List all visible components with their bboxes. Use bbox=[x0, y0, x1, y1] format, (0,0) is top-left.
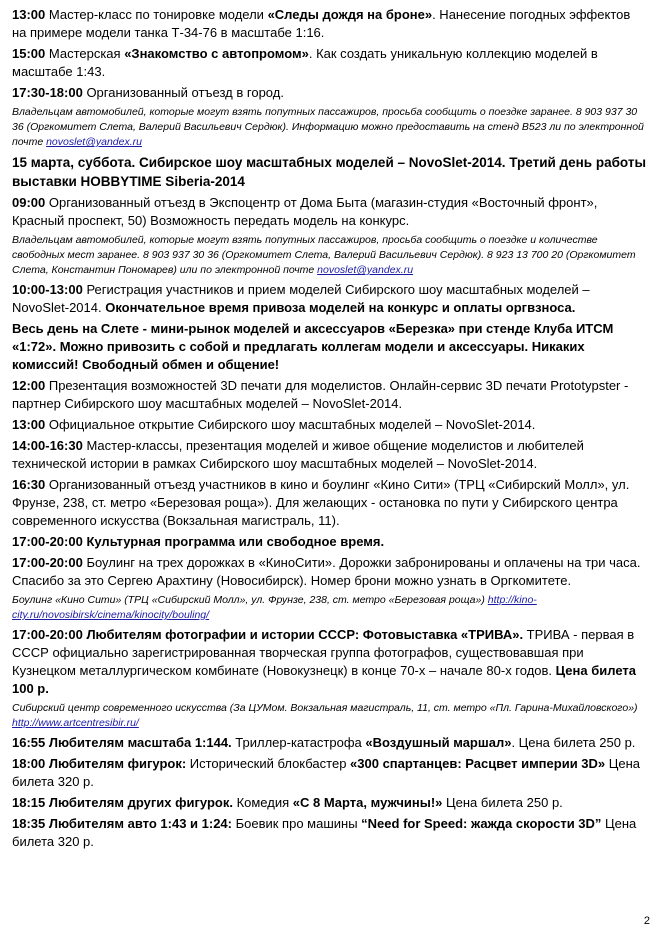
note-art-center bbox=[12, 701, 648, 731]
text: Комедия bbox=[232, 795, 293, 810]
text: Боулинг «Кино Сити» (ТРЦ «Сибирский Молл», ул. Фрунзе, 238, ст. метро «Березовая роща») bbox=[12, 594, 488, 606]
link[interactable]: novoslet@yandex.ru bbox=[46, 136, 142, 148]
bold-text: 09:00 bbox=[12, 195, 46, 210]
text: Владельцам автомобилей, которые могут взять попутных пассажиров, просьба сообщить о поездке заранее. 8 903 937 30 36 (Оргкомитет Слета, Валерий Васильевич Сердюк). Информацию можно предоставить на стенд В523 ли по электронной почте bbox=[12, 106, 644, 148]
bold-text: Цена билета 100 р. bbox=[12, 663, 636, 696]
bold-text: 18:35 Любителям авто 1:43 и 1:24: bbox=[12, 816, 232, 831]
bold-text: 14:00-16:30 bbox=[12, 438, 83, 453]
bold-text: 16:55 Любителям масштаба 1:144. bbox=[12, 735, 232, 750]
text: Регистрация участников и прием моделей Сибирского шоу масштабных моделей – NovoSlet-2014. bbox=[12, 282, 590, 315]
bold-text: 12:00 bbox=[12, 378, 46, 393]
link[interactable]: http://kino-city.ru/novosibirsk/cinema/kinocity/bouling/ bbox=[12, 594, 537, 621]
bold-text: «С 8 Марта, мужчины!» bbox=[292, 795, 443, 810]
event-mini-market bbox=[12, 320, 648, 374]
bold-text: «Знакомство с автопромом» bbox=[124, 46, 309, 61]
text: . Цена билета 250 р. bbox=[511, 735, 636, 750]
event-1700-bowling bbox=[12, 554, 648, 590]
day-heading-march-15 bbox=[12, 153, 648, 191]
text: Цена билета 320 р. bbox=[12, 756, 641, 789]
bold-text: 17:30-18:00 bbox=[12, 85, 83, 100]
bold-text: 16:30 bbox=[12, 477, 46, 492]
text: ТРИВА - первая в СССР официально зарегистрированная творческая группа фотографов, существовавшая при Кузнецком металлургическом комбинате (Новокузнецк) в конце 70-х – начале 80-х годов. bbox=[12, 627, 635, 678]
text: Презентация возможностей 3D печати для моделистов. Онлайн-сервис 3D печати Prototypster - партнер Сибирского шоу масштабных моделей – NovoSlet-2014. bbox=[12, 378, 629, 411]
event-1800-movie bbox=[12, 755, 648, 791]
event-1300-opening bbox=[12, 416, 648, 434]
text: Сибирский центр современного искусства (За ЦУМом. Вокзальная магистраль, 11, ст. метро «Пл. Гарина-Михайловского») bbox=[12, 702, 638, 714]
text: Боевик про машины bbox=[231, 816, 362, 831]
event-1835-movie bbox=[12, 815, 648, 851]
text: Организованный отъезд участников в кино и боулинг «Кино Сити» (ТРЦ «Сибирский Молл», ул. Фрунзе, 238, ст. метро «Березовая роща»). Для желающих - остановка по пути у Сибирского центра современного искусства (Вокзальная магистраль, 11). bbox=[12, 477, 630, 528]
event-1000-registration bbox=[12, 281, 648, 317]
event-1300-workshop bbox=[12, 6, 648, 42]
event-1655-movie bbox=[12, 734, 648, 752]
bold-text: “Need for Speed: жажда скорости 3D” bbox=[361, 816, 602, 831]
note-bowling-address bbox=[12, 593, 648, 623]
bold-text: 15 марта, суббота. Сибирское шоу масштабных моделей – NovoSlet-2014. Третий день работы выставки HOBBYTIME Siberia-2014 bbox=[12, 155, 646, 189]
bold-text: 17:00-20:00 Любителям фотографии и истории СССР: Фотовыставка «ТРИВА». bbox=[12, 627, 524, 642]
text: Цена билета 250 р. bbox=[442, 795, 563, 810]
event-1400-masterclasses bbox=[12, 437, 648, 473]
bold-text: Окончательное время привоза моделей на конкурс и оплаты оргвзноса. bbox=[105, 300, 576, 315]
bold-text: 17:00-20:00 bbox=[12, 555, 83, 570]
bold-text: 10:00-13:00 bbox=[12, 282, 83, 297]
text: Исторический блокбастер bbox=[186, 756, 351, 771]
bold-text: «Воздушный маршал» bbox=[365, 735, 512, 750]
note-car-owners-2 bbox=[12, 233, 648, 278]
text: Организованный отъезд в Экспоцентр от Дома Быта (магазин-студия «Восточный фронт», Красный проспект, 50) Возможность передать модель на конкурс. bbox=[12, 195, 598, 228]
text: Организованный отъезд в город. bbox=[82, 85, 284, 100]
text: Мастерская bbox=[45, 46, 125, 61]
note-car-owners-1 bbox=[12, 105, 648, 150]
bold-text: 15:00 bbox=[12, 46, 46, 61]
event-1730-departure bbox=[12, 84, 648, 102]
text: Мастер-класс по тонировке модели bbox=[45, 7, 268, 22]
page-number: 2 bbox=[643, 915, 650, 927]
bold-text: «Следы дождя на броне» bbox=[267, 7, 433, 22]
bold-text: 18:15 Любителям других фигурок. bbox=[12, 795, 233, 810]
event-1700-photo-exhibit bbox=[12, 626, 648, 698]
event-0900-departure bbox=[12, 194, 648, 230]
text: . Нанесение погодных эффектов на примере модели танка Т-34-76 в масштабе 1:16. bbox=[12, 7, 631, 40]
bold-text: 13:00 bbox=[12, 7, 46, 22]
bold-text: «300 спартанцев: Расцвет империи 3D» bbox=[350, 756, 606, 771]
text: Мастер-классы, презентация моделей и живое общение моделистов и любителей технической истории в рамках Сибирского шоу масштабных моделей – NovoSlet-2014. bbox=[12, 438, 584, 471]
bold-text: 18:00 Любителям фигурок: bbox=[12, 756, 187, 771]
bold-text: Весь день на Слете - мини-рынок моделей и аксессуаров «Березка» при стенде Клуба ИТСМ «1:72». Можно привозить с собой и предлагать коллегам модели и аксессуары. Никаких комиссий! Свободный обмен и общение! bbox=[12, 321, 614, 372]
text: Цена билета 320 р. bbox=[12, 816, 637, 849]
event-1700-culture bbox=[12, 533, 648, 551]
text: Боулинг на трех дорожках в «КиноСити». Дорожки забронированы и оплачены на три часа. Спасибо за это Сергею Арахтину (Новосибирск). Номер брони можно узнать в Оргкомитете. bbox=[12, 555, 641, 588]
text: . Как создать уникальную коллекцию моделей в масштабе 1:43. bbox=[12, 46, 598, 79]
event-1630-cinema-departure bbox=[12, 476, 648, 530]
link[interactable]: novoslet@yandex.ru bbox=[317, 264, 414, 276]
text: Триллер-катастрофа bbox=[231, 735, 366, 750]
bold-text: 17:00-20:00 Культурная программа или свободное время. bbox=[12, 534, 385, 549]
event-1200-3d-print bbox=[12, 377, 648, 413]
text: Владельцам автомобилей, которые могут взять попутных пассажиров, просьба сообщить о поездке и количестве свободных мест заранее. 8 903 937 30 36 (Оргкомитет Слета, Валерий Васильевич Сердюк). 8 923 13 700 20 (Оргкомитет Слета, Константин Пономарев) или по электронной почте bbox=[12, 234, 636, 276]
event-1500-workshop bbox=[12, 45, 648, 81]
text: Официальное открытие Сибирского шоу масштабных моделей – NovoSlet-2014. bbox=[45, 417, 536, 432]
link[interactable]: http://www.artcentresibir.ru/ bbox=[12, 717, 139, 729]
bold-text: 13:00 bbox=[12, 417, 46, 432]
event-1815-movie bbox=[12, 794, 648, 812]
document-page bbox=[12, 6, 648, 854]
